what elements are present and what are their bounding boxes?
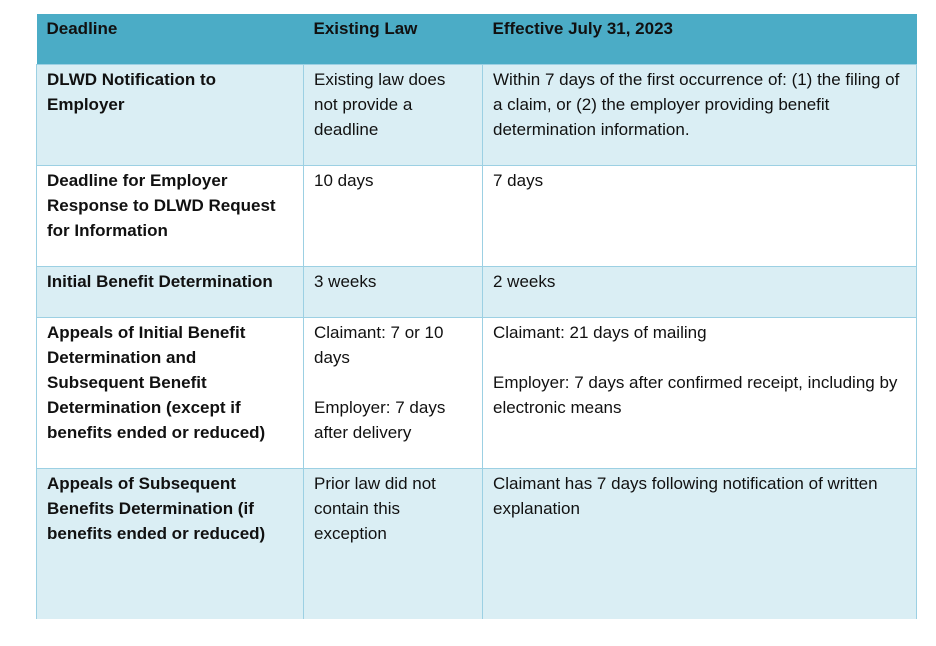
deadline-comparison-table bbox=[36, 14, 917, 619]
existing-law-text: 3 weeks bbox=[314, 271, 377, 291]
table-header-row bbox=[37, 14, 917, 64]
table-row bbox=[37, 64, 917, 165]
existing-law-claimant: Claimant: 7 or 10 days bbox=[314, 322, 444, 367]
existing-law-cell bbox=[304, 165, 483, 266]
deadline-cell: Deadline for Employer Response to DLWD Request for Information bbox=[37, 165, 304, 266]
header-deadline: Deadline bbox=[37, 14, 304, 64]
effective-cell bbox=[483, 468, 917, 619]
table-row bbox=[37, 317, 917, 468]
effective-employer: Employer: 7 days after confirmed receipt, including by electronic means bbox=[493, 372, 898, 417]
deadline-cell: DLWD Notification to Employer bbox=[37, 64, 304, 165]
header-effective-date: Effective July 31, 2023 bbox=[483, 14, 917, 64]
deadline-cell: Initial Benefit Determination bbox=[37, 266, 304, 317]
effective-cell bbox=[483, 266, 917, 317]
existing-law-cell bbox=[304, 468, 483, 619]
effective-cell bbox=[483, 317, 917, 468]
effective-claimant: Claimant: 21 days of mailing bbox=[493, 322, 707, 342]
effective-cell bbox=[483, 165, 917, 266]
existing-law-employer: Employer: 7 days after delivery bbox=[314, 397, 446, 442]
effective-text: Claimant has 7 days following notification of written explanation bbox=[493, 473, 878, 518]
existing-law-text: Prior law did not contain this exception bbox=[314, 473, 436, 543]
effective-text: Within 7 days of the first occurrence of: (1) the filing of a claim, or (2) the employer providing benefit determination information. bbox=[493, 69, 900, 139]
table-row bbox=[37, 165, 917, 266]
effective-text: 2 weeks bbox=[493, 271, 556, 291]
deadline-cell: Appeals of Subsequent Benefits Determination (if benefits ended or reduced) bbox=[37, 468, 304, 619]
deadline-cell: Appeals of Initial Benefit Determination and Subsequent Benefit Determination (except if benefits ended or reduced) bbox=[37, 317, 304, 468]
existing-law-cell bbox=[304, 266, 483, 317]
effective-text: 7 days bbox=[493, 170, 544, 190]
table-row bbox=[37, 468, 917, 619]
effective-cell bbox=[483, 64, 917, 165]
table-row bbox=[37, 266, 917, 317]
existing-law-cell bbox=[304, 317, 483, 468]
existing-law-text: 10 days bbox=[314, 170, 374, 190]
existing-law-cell: Existing law does not provide a deadline bbox=[304, 64, 483, 165]
header-existing-law: Existing Law bbox=[304, 14, 483, 64]
